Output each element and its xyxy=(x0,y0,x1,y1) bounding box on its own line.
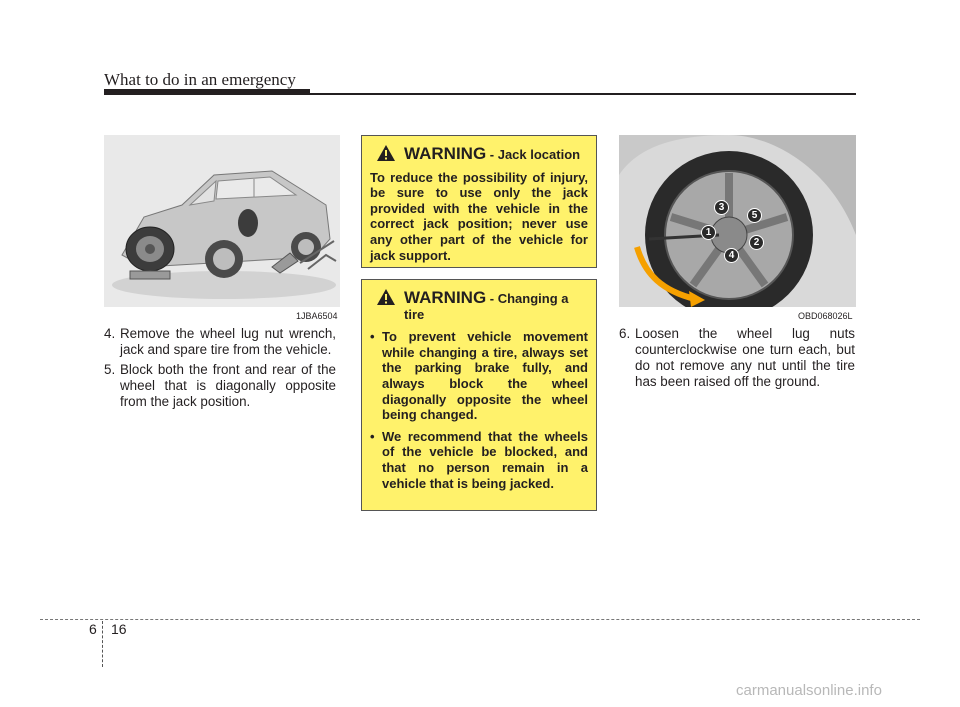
warning-word: WARNING xyxy=(404,288,487,307)
left-figure-caption: 1JBA6504 xyxy=(296,311,338,321)
step-5 xyxy=(104,362,336,410)
step-4 xyxy=(104,326,336,358)
step-6 xyxy=(619,326,855,390)
lug-marker-4: 4 xyxy=(724,248,739,263)
footer-divider xyxy=(40,619,920,620)
right-figure-caption: OBD068026L xyxy=(798,311,853,321)
wheel-illustration-graphic xyxy=(619,135,856,307)
bullet-text: To prevent vehicle movement while changing a tire, always set the parking brake fully, and always block the wheel diagonally opposite the wheel being changed. xyxy=(382,329,588,423)
warning-triangle-icon xyxy=(376,288,396,306)
step-number: 4. xyxy=(104,326,116,341)
car-jack-illustration xyxy=(104,135,340,307)
lug-marker-1: 1 xyxy=(701,225,716,240)
section-number: 6 xyxy=(89,621,97,637)
wheel-lug-nut-illustration xyxy=(619,135,856,307)
lug-marker-2: 2 xyxy=(749,235,764,250)
warning-subtitle: - Changing a tire xyxy=(404,291,569,322)
bullet-dot: • xyxy=(370,428,375,444)
warning-header xyxy=(370,144,588,163)
step-text: Loosen the wheel lug nuts counterclockwise one turn each, but do not remove any nut until the tire has been raised off the ground. xyxy=(635,326,855,389)
list-item xyxy=(370,329,588,423)
warning-jack-location xyxy=(361,135,597,268)
warning-triangle-icon xyxy=(376,144,396,162)
warning-bullet-list xyxy=(370,329,588,491)
page-number: 16 xyxy=(111,621,127,637)
step-text: Remove the wheel lug nut wrench, jack and spare tire from the vehicle. xyxy=(120,326,336,357)
step-number: 6. xyxy=(619,326,631,341)
step-text: Block both the front and rear of the wheel that is diagonally opposite from the jack position. xyxy=(120,362,336,409)
bullet-dot: • xyxy=(370,329,375,345)
warning-changing-tire xyxy=(361,279,597,511)
page-header-title: What to do in an emergency xyxy=(104,70,296,89)
left-steps xyxy=(104,326,336,414)
bullet-text: We recommend that the wheels of the vehicle be blocked, and that no person remain in a vehicle that is being jacked. xyxy=(382,428,588,491)
lug-marker-3: 3 xyxy=(714,200,729,215)
warning-word: WARNING xyxy=(404,144,487,163)
warning-subtitle: - Jack location xyxy=(486,147,581,162)
watermark-text: carmanualsonline.info xyxy=(736,682,882,699)
lug-marker-5: 5 xyxy=(747,208,762,223)
step-number: 5. xyxy=(104,362,116,377)
right-steps xyxy=(619,326,855,394)
car-illustration-graphic xyxy=(104,135,340,307)
warning-body: To reduce the possibility of injury, be sure to use only the jack provided with the vehicle in the correct jack position; never use any other part of the vehicle for jack support. xyxy=(370,169,588,263)
warning-header xyxy=(370,288,588,322)
footer-vertical-divider xyxy=(102,621,103,667)
list-item xyxy=(370,429,588,491)
header-rule xyxy=(104,93,856,95)
